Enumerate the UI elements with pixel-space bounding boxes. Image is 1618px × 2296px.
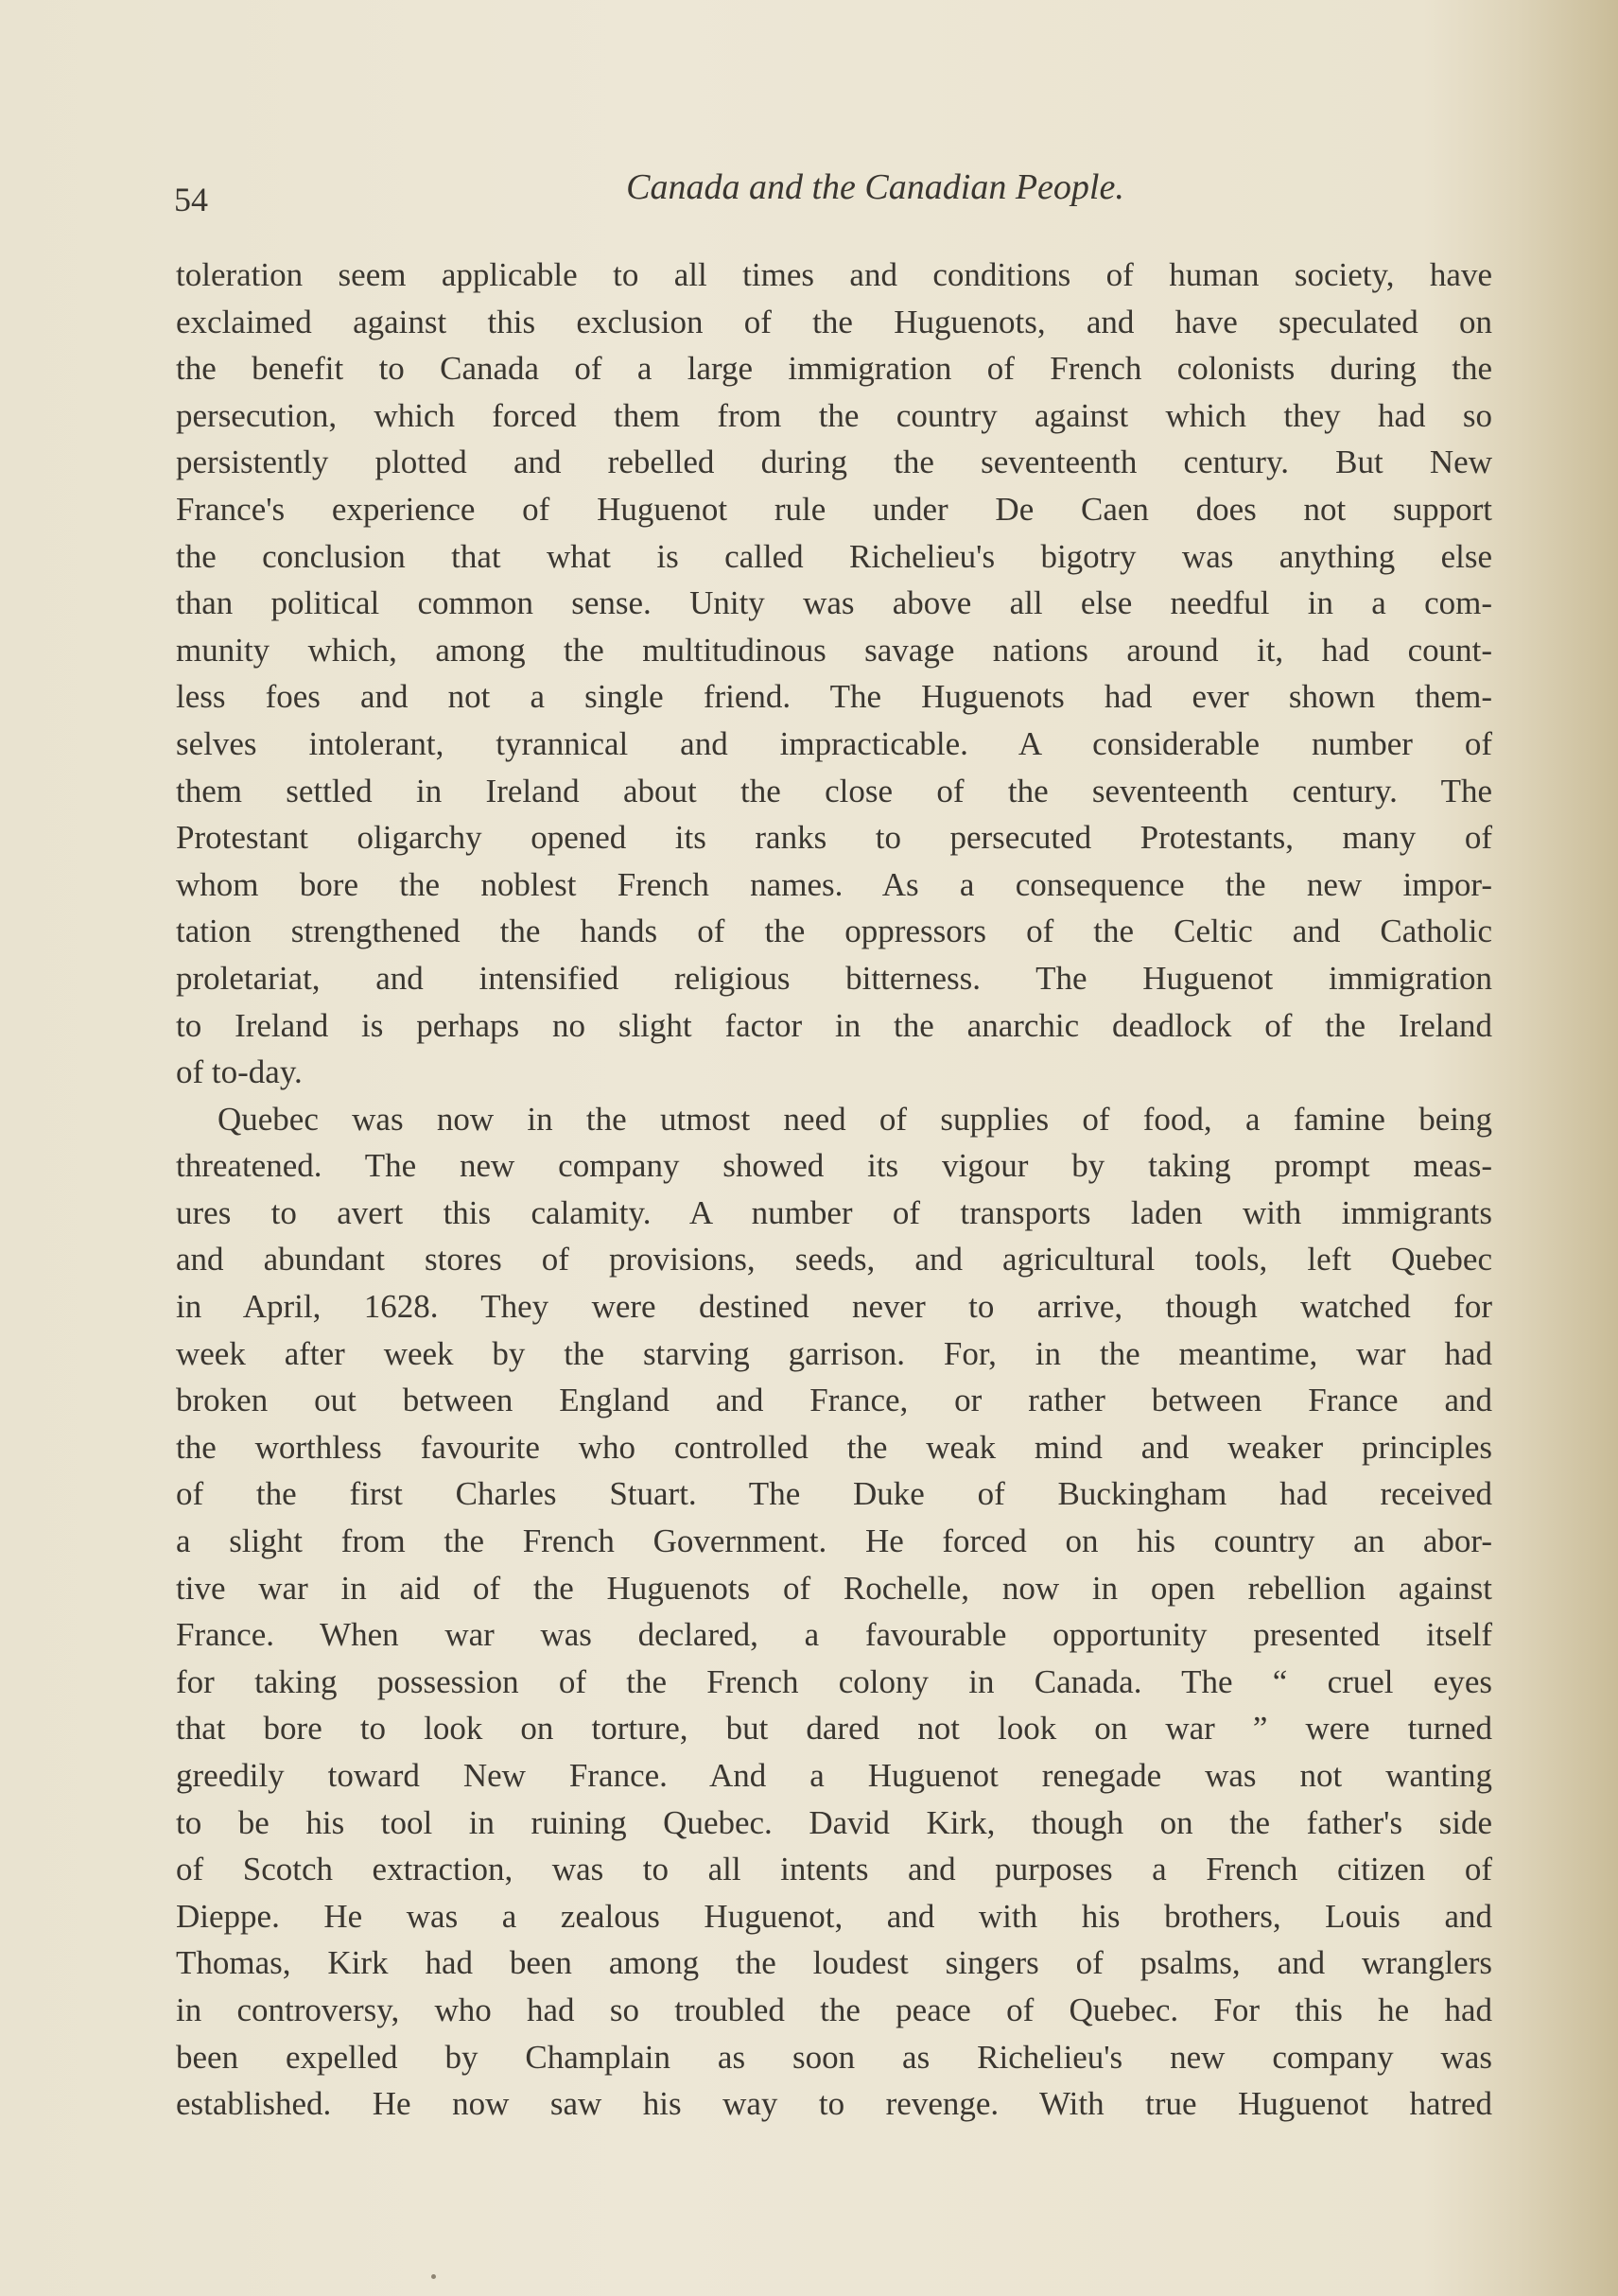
text-line: week after week by the starving garrison. For, in the meantime, war had bbox=[176, 1334, 1492, 1372]
text-line: toleration seem applicable to all times and conditions of human society, have bbox=[176, 256, 1492, 293]
text-line: persecution, which forced them from the country against which they had so bbox=[176, 396, 1492, 434]
text-line: the worthless favourite who controlled the weak mind and weaker principles bbox=[176, 1428, 1492, 1466]
text-line: exclaimed against this exclusion of the Huguenots, and have speculated on bbox=[176, 303, 1492, 340]
text-line: the benefit to Canada of a large immigration of French colonists during the bbox=[176, 350, 1492, 388]
text-line: the conclusion that what is called Richelieu's bigotry was anything else bbox=[176, 537, 1492, 575]
text-line: threatened. The new company showed its vigour by taking prompt meas- bbox=[176, 1147, 1492, 1185]
text-line: less foes and not a single friend. The Huguenots had ever shown them- bbox=[176, 678, 1492, 716]
text-line: to be his tool in ruining Quebec. David Kirk, though on the father's side bbox=[176, 1803, 1492, 1841]
text-line: in controversy, who had so troubled the peace of Quebec. For this he had bbox=[176, 1991, 1492, 2028]
text-line: ures to avert this calamity. A number of transports laden with immigrants bbox=[176, 1193, 1492, 1231]
text-line: France. When war was declared, a favourable opportunity presented itself bbox=[176, 1616, 1492, 1654]
paper-speck bbox=[431, 2274, 436, 2279]
text-line: persistently plotted and rebelled during the seventeenth century. But New bbox=[176, 444, 1492, 481]
text-line: for taking possession of the French colony in Canada. The “ cruel eyes bbox=[176, 1662, 1492, 1700]
text-line: whom bore the noblest French names. As a consequence the new impor- bbox=[176, 865, 1492, 903]
text-line: than political common sense. Unity was above all else needful in a com- bbox=[176, 584, 1492, 622]
text-line: and abundant stores of provisions, seeds, and agricultural tools, left Quebec bbox=[176, 1241, 1492, 1278]
text-line: of the first Charles Stuart. The Duke of Buckingham had received bbox=[176, 1475, 1492, 1513]
text-line: that bore to look on torture, but dared not look on war ” were turned bbox=[176, 1710, 1492, 1748]
text-line: of Scotch extraction, was to all intents and purposes a French citizen of bbox=[176, 1851, 1492, 1888]
text-line: Dieppe. He was a zealous Huguenot, and with his brothers, Louis and bbox=[176, 1897, 1492, 1935]
text-line: to Ireland is perhaps no slight factor in the anarchic deadlock of the Ireland bbox=[176, 1006, 1492, 1044]
text-line: broken out between England and France, or rather between France and bbox=[176, 1382, 1492, 1419]
text-line: proletariat, and intensified religious bitterness. The Huguenot immigration bbox=[176, 959, 1492, 997]
text-line: a slight from the French Government. He forced on his country an abor- bbox=[176, 1522, 1492, 1560]
text-line: France's experience of Huguenot rule under De Caen does not support bbox=[176, 490, 1492, 528]
text-line: them settled in Ireland about the close of the seventeenth century. The bbox=[176, 772, 1492, 809]
text-line: munity which, among the multitudinous savage nations around it, had count- bbox=[176, 631, 1492, 669]
text-line: been expelled by Champlain as soon as Richelieu's new company was bbox=[176, 2038, 1492, 2076]
text-line: selves intolerant, tyrannical and impracticable. A considerable number of bbox=[176, 724, 1492, 762]
page-number: 54 bbox=[174, 181, 208, 218]
text-line: in April, 1628. They were destined never to arrive, though watched for bbox=[176, 1288, 1492, 1326]
text-line: tation strengthened the hands of the oppressors of the Celtic and Catholic bbox=[176, 913, 1492, 950]
text-line: of to-day. bbox=[176, 1053, 303, 1091]
body-text bbox=[176, 252, 1492, 2128]
running-head: Canada and the Canadian People. bbox=[626, 167, 1124, 207]
text-line: Thomas, Kirk had been among the loudest singers of psalms, and wranglers bbox=[176, 1944, 1492, 1982]
text-line: established. He now saw his way to revenge. With true Huguenot hatred bbox=[176, 2085, 1492, 2123]
text-line: greedily toward New France. And a Huguenot renegade was not wanting bbox=[176, 1757, 1492, 1794]
text-line: tive war in aid of the Huguenots of Rochelle, now in open rebellion against bbox=[176, 1569, 1492, 1607]
text-line: Protestant oligarchy opened its ranks to persecuted Protestants, many of bbox=[176, 819, 1492, 857]
text-line: Quebec was now in the utmost need of supplies of food, a famine being bbox=[217, 1100, 1492, 1138]
